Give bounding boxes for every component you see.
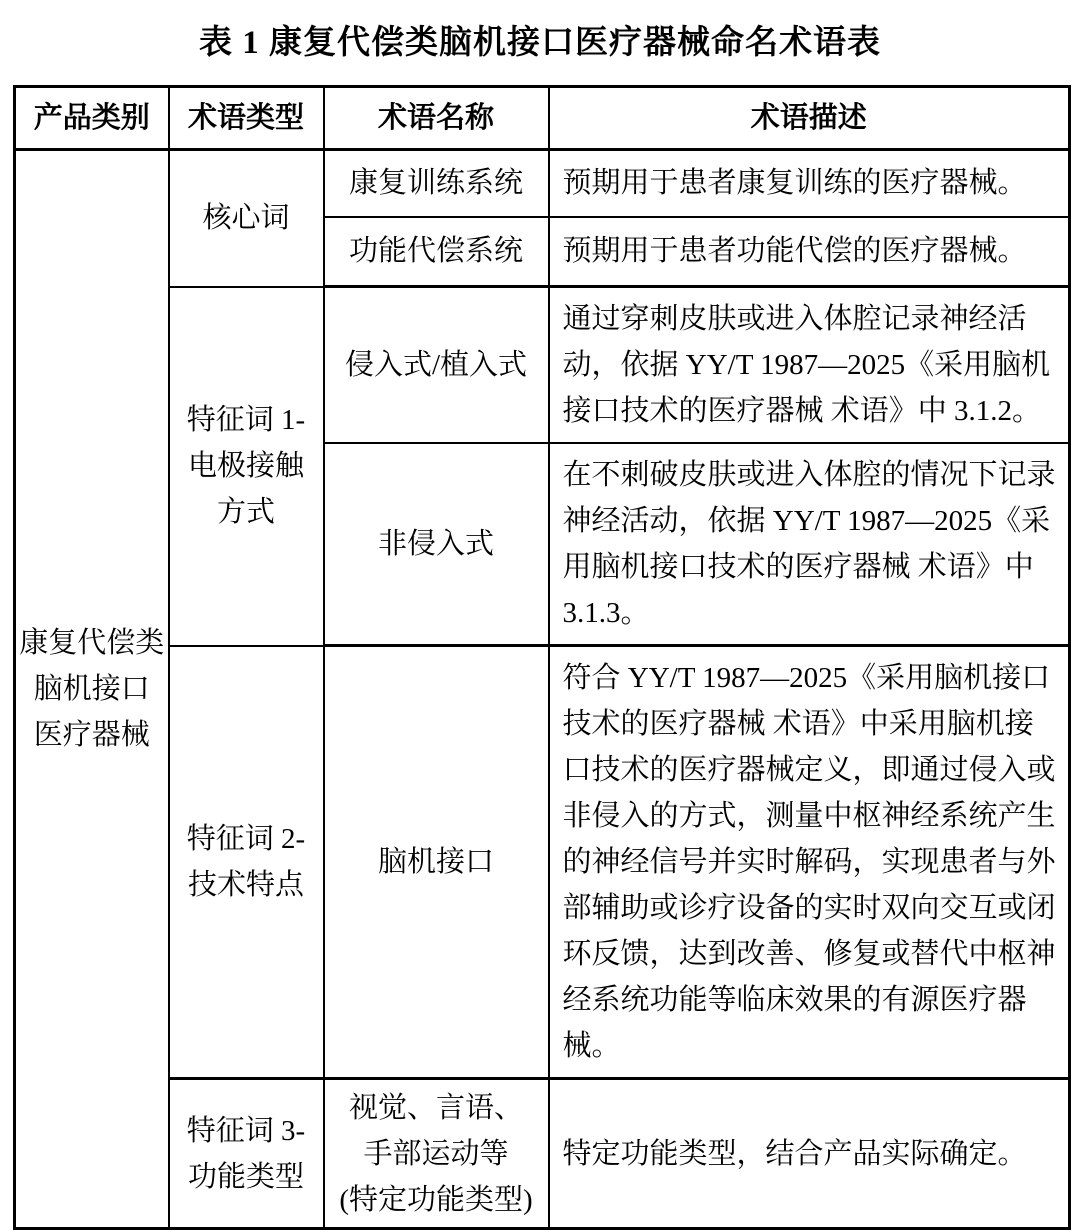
term-type-line: 特征词 3- bbox=[186, 1114, 306, 1147]
table-row bbox=[15, 287, 1070, 444]
term-name-line: (特定功能类型) bbox=[339, 1183, 533, 1216]
cell-term-type-feature1 bbox=[169, 287, 324, 646]
cell-term-name: 康复训练系统 bbox=[324, 150, 549, 217]
cell-term-name bbox=[324, 1079, 549, 1229]
term-type-line: 核心词 bbox=[202, 202, 290, 235]
term-name-line: 手部运动等 bbox=[363, 1137, 509, 1170]
cell-term-name: 侵入式/植入式 bbox=[324, 287, 549, 444]
cell-term-type-feature3 bbox=[169, 1079, 324, 1229]
header-term-name: 术语名称 bbox=[324, 87, 549, 150]
term-name-line: 视觉、言语、 bbox=[348, 1091, 523, 1124]
terminology-table bbox=[13, 85, 1071, 1230]
header-product-category: 产品类别 bbox=[15, 87, 169, 150]
product-category-line: 医疗器械 bbox=[33, 719, 150, 751]
cell-term-name: 脑机接口 bbox=[324, 646, 549, 1079]
cell-term-type-feature2 bbox=[169, 646, 324, 1079]
table-row bbox=[15, 646, 1070, 1079]
cell-term-description: 在不刺破皮肤或进入体腔的情况下记录神经活动，依据 YY/T 1987—2025《采用脑机接口技术的医疗器械 术语》中 3.1.3。 bbox=[549, 443, 1070, 646]
term-type-line: 特征词 2- bbox=[186, 822, 306, 855]
cell-term-description: 符合 YY/T 1987—2025《采用脑机接口技术的医疗器械 术语》中采用脑机接口技术的医疗器械定义，即通过侵入或非侵入的方式，测量中枢神经系统产生的神经信号并实时解码，实现患者与外部辅助或诊疗设备的实时双向交互或闭环反馈，达到改善、修复或替代中枢神经系统功能等临床效果的有源医疗器械。 bbox=[549, 646, 1070, 1079]
table-title: 表 1 康复代偿类脑机接口医疗器械命名术语表 bbox=[199, 25, 881, 61]
header-row bbox=[15, 87, 1070, 150]
cell-term-description: 特定功能类型，结合产品实际确定。 bbox=[549, 1079, 1070, 1229]
term-type-line: 功能类型 bbox=[187, 1160, 304, 1193]
term-type-line: 电极接触 bbox=[187, 450, 304, 482]
term-type-line: 技术特点 bbox=[187, 868, 304, 901]
table-row bbox=[15, 1079, 1070, 1229]
term-type-line: 特征词 1- bbox=[186, 404, 306, 436]
term-type-line: 方式 bbox=[216, 496, 275, 528]
cell-term-description: 预期用于患者康复训练的医疗器械。 bbox=[549, 150, 1070, 217]
cell-term-description: 通过穿刺皮肤或进入体腔记录神经活动，依据 YY/T 1987—2025《采用脑机接口技术的医疗器械 术语》中 3.1.2。 bbox=[549, 287, 1070, 444]
cell-product-category bbox=[15, 150, 169, 1229]
product-category-line: 康复代偿类 bbox=[19, 627, 165, 659]
cell-term-name: 非侵入式 bbox=[324, 443, 549, 646]
cell-term-description: 预期用于患者功能代偿的医疗器械。 bbox=[549, 217, 1070, 287]
header-term-type: 术语类型 bbox=[169, 87, 324, 150]
header-term-description: 术语描述 bbox=[549, 87, 1070, 150]
table-row bbox=[15, 150, 1070, 217]
cell-term-type-core bbox=[169, 150, 324, 287]
cell-term-name: 功能代偿系统 bbox=[324, 217, 549, 287]
product-category-line: 脑机接口 bbox=[33, 673, 150, 705]
